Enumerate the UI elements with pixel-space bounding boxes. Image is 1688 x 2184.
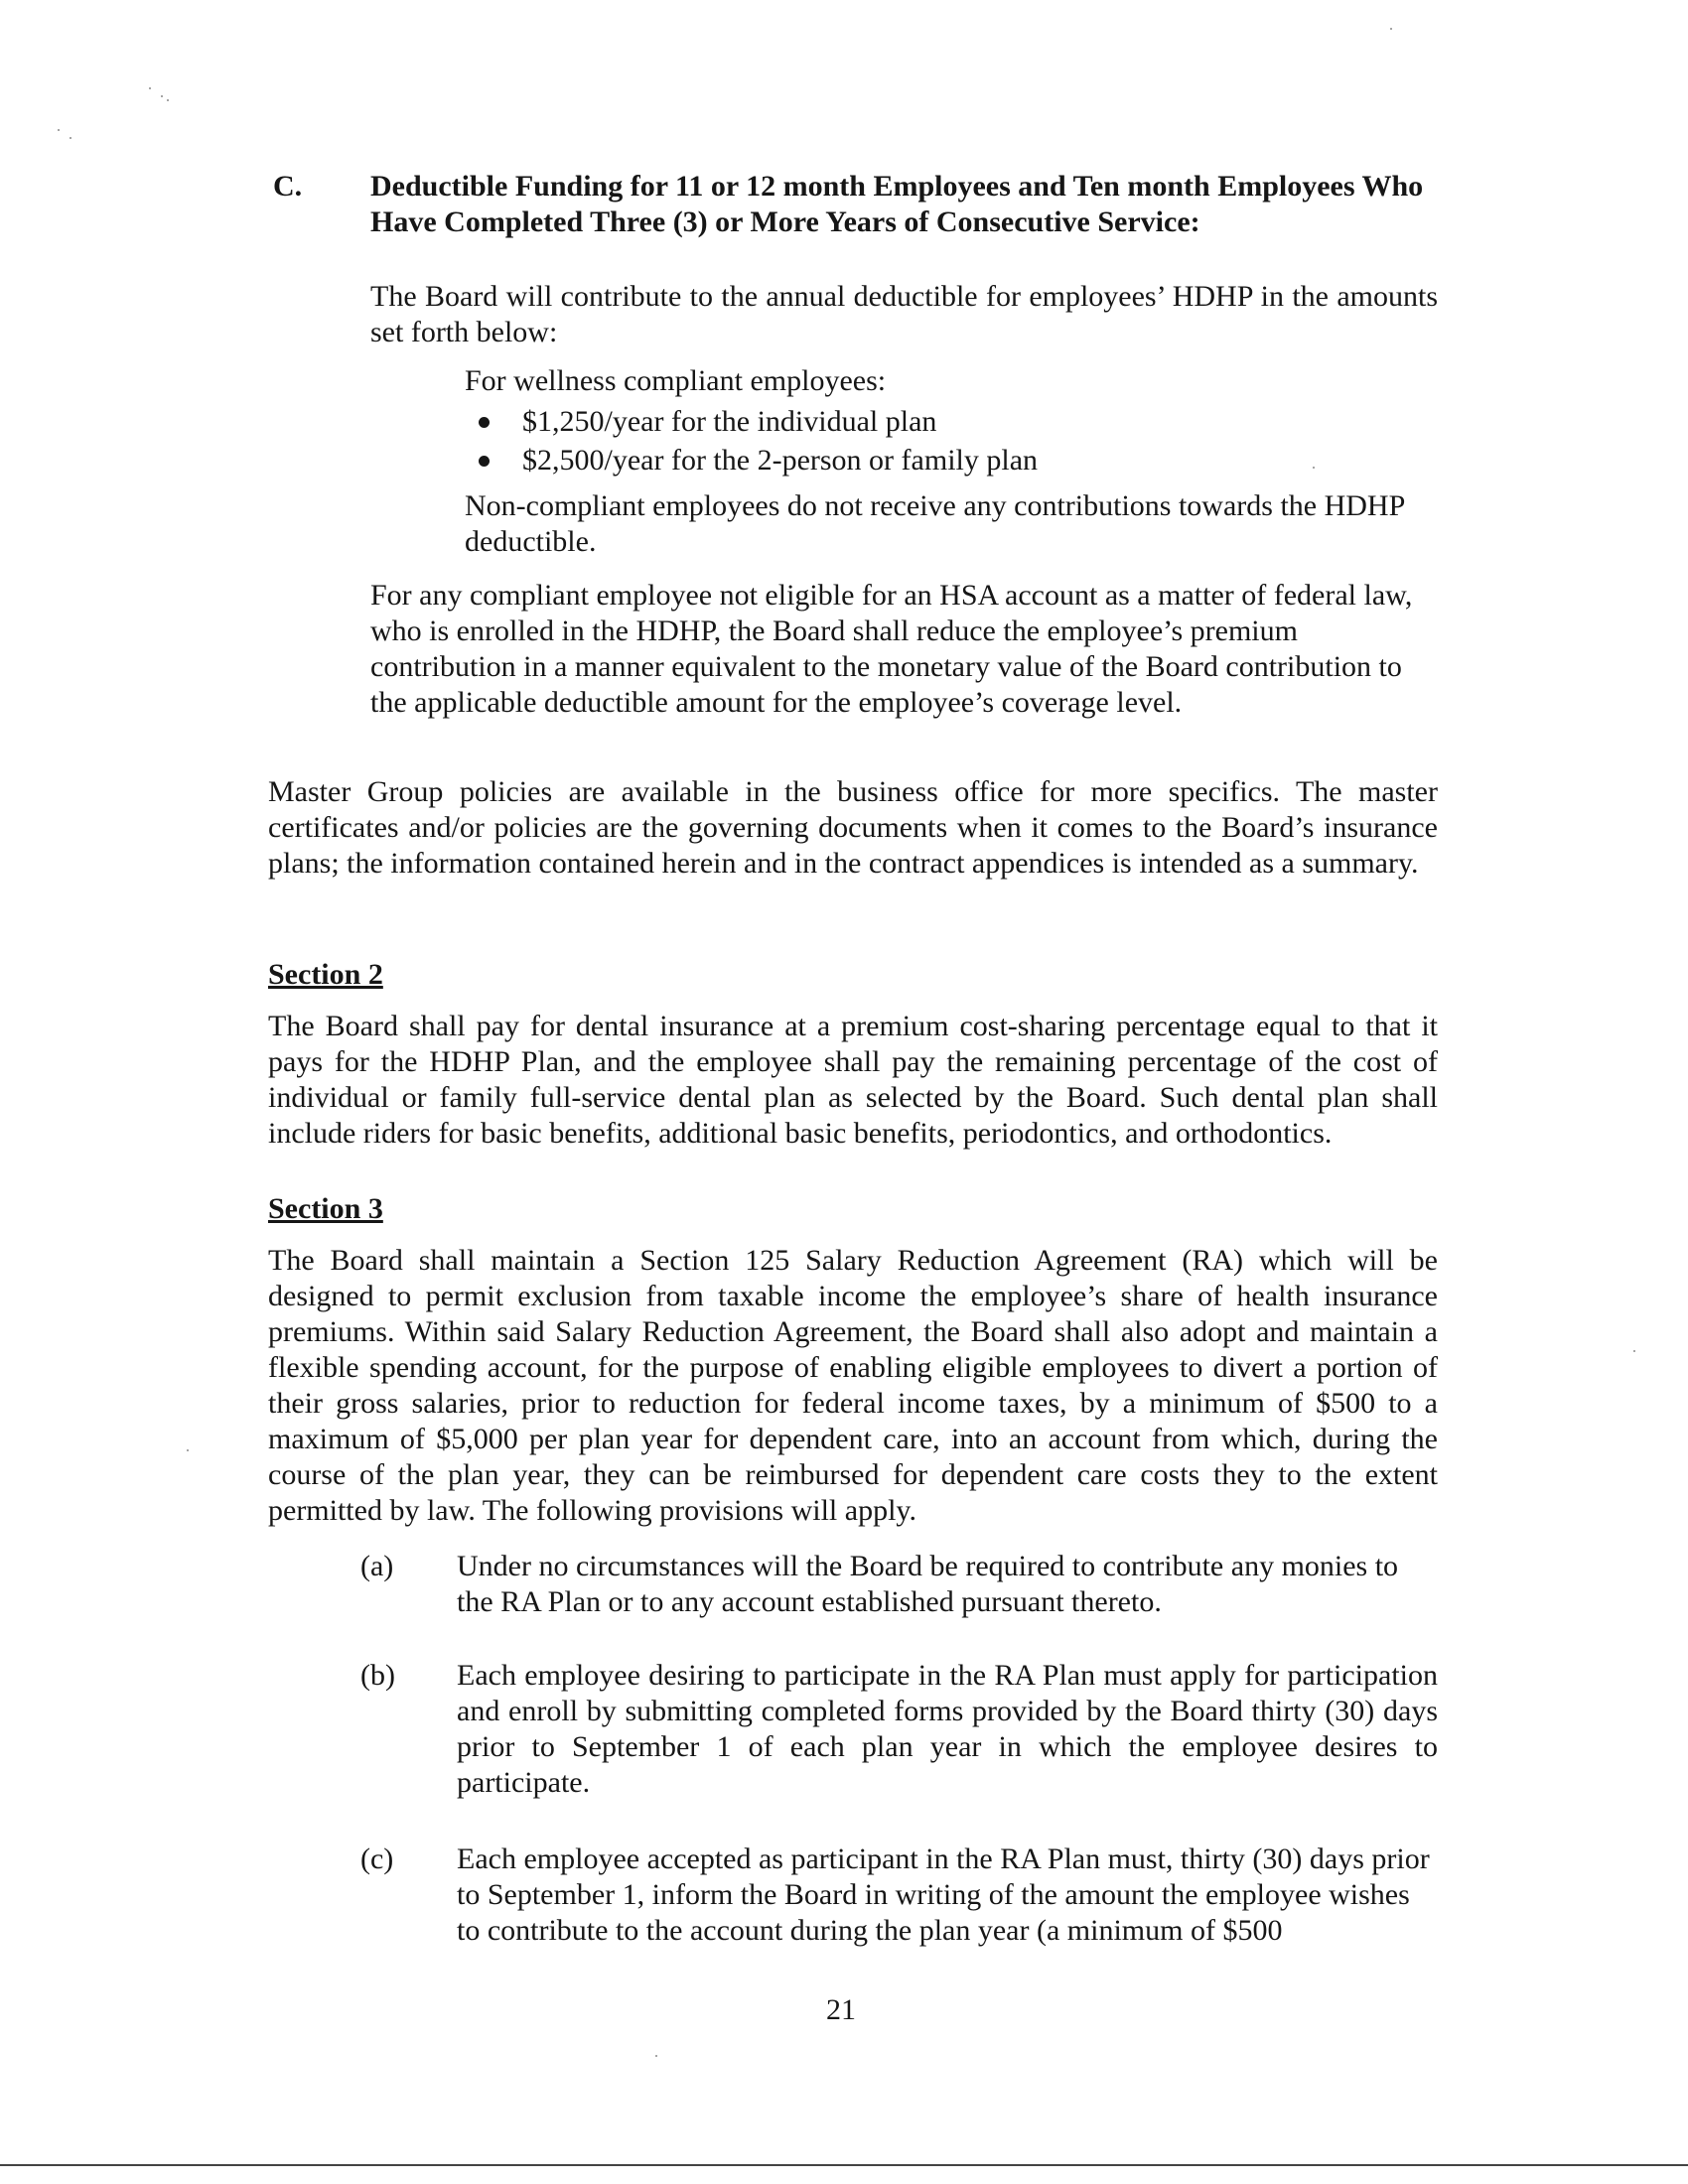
wellness-label: For wellness compliant employees: bbox=[465, 364, 887, 397]
bullet-text: $1,250/year for the individual plan bbox=[522, 405, 937, 438]
footer-rule bbox=[0, 2164, 1688, 2166]
scan-speck bbox=[187, 1449, 189, 1451]
master-group-paragraph: Master Group policies are available in the business office for more specifics. The master certificates and/or policies are the governing documents when it comes to the Board’s insurance plans; the information contained herein and in the contract appendices is intended as a summary. bbox=[268, 775, 1438, 880]
scan-speck bbox=[1633, 1350, 1635, 1352]
noncompliant-paragraph: Non-compliant employees do not receive any contributions towards the HDHP deductible. bbox=[465, 489, 1405, 558]
item-text: Each employee accepted as participant in the RA Plan must, thirty (30) days prior to September 1, inform the Board in writing of the amount the employee wishes to contribute to the account during the plan year (a minimum of $500 bbox=[457, 1843, 1430, 1947]
bullet-text: $2,500/year for the 2-person or family plan bbox=[522, 444, 1039, 477]
section-2-title: Section 2 bbox=[268, 958, 383, 991]
bullet-item bbox=[479, 443, 1372, 478]
scan-speck bbox=[655, 2055, 657, 2057]
item-label: (b) bbox=[360, 1659, 395, 1692]
section-heading: Deductible Funding for 11 or 12 month Employees and Ten month Employees Who Have Completed Three (3) or More Years of Consecutive Service: bbox=[370, 170, 1424, 238]
scan-speck bbox=[161, 95, 163, 97]
scan-speck bbox=[1390, 28, 1392, 30]
hsa-paragraph: For any compliant employee not eligible for an HSA account as a matter of federal law, who is enrolled in the HDHP, the Board shall reduce the employee’s premium contribution in a manner equivalent to the monetary value of the Board contribution to the applicable deductible amount for the employee’s coverage level. bbox=[370, 579, 1413, 719]
section-3-body: The Board shall maintain a Section 125 Salary Reduction Agreement (RA) which will be designed to permit exclusion from taxable income the employee’s share of health insurance premiums. Within said Salary Reduction Agreement, the Board shall also adopt and maintain a flexible spending account, for the purpose of enabling eligible employees to divert a portion of their gross salaries, prior to reduction for federal income taxes, by a minimum of $500 to a maximum of $5,000 per plan year for dependent care, into an account from which, during the course of the plan year, they can be reimbursed for dependent care costs they to the extent permitted by law. The following provisions will apply. bbox=[268, 1244, 1438, 1527]
item-text: Each employee desiring to participate in the RA Plan must apply for participation and enroll by submitting completed forms provided by the Board thirty (30) days prior to September 1 of each plan year in which the employee desires to participate. bbox=[457, 1659, 1438, 1799]
scan-speck bbox=[149, 87, 151, 89]
item-label: (a) bbox=[360, 1550, 394, 1582]
scan-speck bbox=[58, 129, 60, 131]
bullet-item bbox=[479, 404, 1372, 440]
scan-speck bbox=[70, 137, 71, 139]
scan-speck bbox=[167, 99, 169, 101]
bullet-icon bbox=[479, 417, 490, 428]
item-text: Under no circumstances will the Board be required to contribute any monies to the RA Plan or to any account established pursuant thereto. bbox=[457, 1550, 1399, 1618]
deductible-intro-paragraph: The Board will contribute to the annual deductible for employees’ HDHP in the amounts set forth below: bbox=[370, 280, 1438, 348]
section-letter: C. bbox=[273, 170, 303, 203]
section-3-title: Section 3 bbox=[268, 1192, 383, 1225]
item-label: (c) bbox=[360, 1843, 394, 1875]
bullet-icon bbox=[479, 456, 490, 467]
page-number: 21 bbox=[826, 1993, 856, 2026]
section-2-body: The Board shall pay for dental insurance at a premium cost-sharing percentage equal to that it pays for the HDHP Plan, and the employee shall pay the remaining percentage of the cost of individual or family full-service dental plan as selected by the Board. Such dental plan shall include riders for basic benefits, additional basic benefits, periodontics, and orthodontics. bbox=[268, 1010, 1438, 1150]
